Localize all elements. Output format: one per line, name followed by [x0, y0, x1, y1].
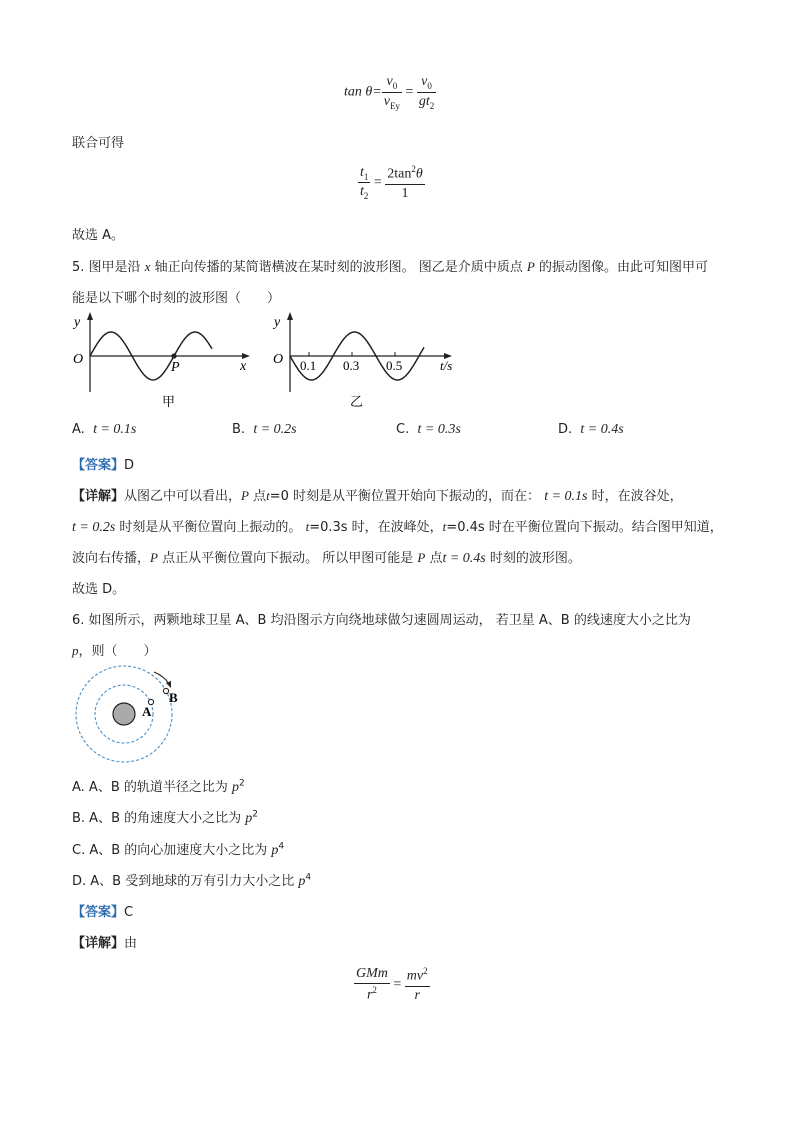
q5-answer-value: D: [124, 458, 135, 473]
eq2-frac-left: [358, 165, 370, 202]
q5-option-c[interactable]: [396, 422, 461, 438]
q5-line1-b: 轴正向传播的某简谐横波在某时刻的波形图。 图乙是介质中质点: [150, 260, 527, 275]
earth-icon: [113, 703, 135, 725]
q5-d2-t4: t: [442, 519, 447, 534]
q5-d1-a: 从图乙中可以看出，: [124, 489, 242, 504]
q5-d3-p2: P: [417, 550, 426, 565]
q5-stem-line2: 能是以下哪个时刻的波形图（ ）: [72, 291, 281, 306]
q5-option-c-value: t = 0.3s: [417, 422, 461, 437]
eq2-rnum-sup: 2: [411, 164, 416, 174]
eq2-num-sub: 1: [363, 171, 369, 182]
eq1-f1-den-sub: Ey: [389, 100, 400, 111]
q5-d3-d: 时刻的波形图。: [485, 551, 581, 566]
fig-yi-tick-label-3: 0.5: [386, 358, 403, 373]
eq3-den-sup: 2: [372, 985, 377, 995]
q5-option-d[interactable]: [558, 422, 624, 438]
q6-option-c-text: C. A、B 的向心加速度大小之比为: [72, 843, 272, 858]
fig-jia-label-o: O: [73, 352, 84, 367]
q5-d1-c: =0 时刻是从平衡位置开始向下振动的，而在：: [269, 489, 541, 504]
eq3-frac-left: [354, 966, 390, 1004]
q6-option-b-text: B. A、B 的角速度大小之比为: [72, 811, 246, 826]
fig-jia-label-y: y: [74, 315, 81, 330]
q5-option-a-letter: A.: [72, 422, 85, 437]
q5-detail-line3: [72, 547, 581, 567]
q6-line2-p: p: [72, 643, 79, 658]
q5-d1-b: 点: [248, 489, 267, 504]
q5-answer-label: 【答案】: [72, 458, 125, 473]
eq1-f2-num: v: [421, 74, 428, 89]
eq3-rnum-sup: 2: [423, 966, 428, 976]
q6-option-c-p: p: [271, 843, 279, 858]
eq2-rnum: 2tan: [387, 166, 412, 182]
fig-yi-tick-label-2: 0.3: [343, 358, 360, 373]
eq1-f1-num-sub: 0: [392, 80, 398, 91]
q5-option-b-value: t = 0.2s: [253, 422, 297, 437]
fig-label-b: B: [169, 690, 178, 705]
eq1-eqsign: =: [405, 84, 414, 100]
q5-detail-line2: [72, 516, 723, 536]
fig-jia-caption: 甲: [162, 394, 176, 409]
eq2-rnum-theta: θ: [415, 166, 423, 182]
eq1-frac1: [382, 74, 402, 111]
q5-option-b-letter: B.: [232, 422, 246, 437]
eq2-den: t: [360, 184, 364, 200]
q6-option-a-p: p: [232, 780, 240, 795]
q5-detail-line1: [72, 485, 683, 505]
q5-d1-t: t = 0.1s: [544, 489, 588, 504]
q5-option-b[interactable]: [232, 422, 297, 438]
q6-option-a[interactable]: [72, 776, 245, 796]
fig-jia-label-p: P: [171, 360, 180, 375]
q6-option-d-text: D. A、B 受到地球的万有引力大小之比: [72, 874, 299, 889]
direction-arrowhead-icon: [166, 681, 171, 688]
q6-option-b-p: p: [245, 811, 253, 826]
q5-stem-line1: [72, 256, 708, 275]
q6-stem-line1: 6. 如图所示，两颗地球卫星 A、B 均沿图示方向绕地球做匀速圆周运动， 若卫星 A、B 的线速度大小之比为: [72, 613, 691, 628]
fig-yi-tick-label-1: 0.1: [300, 358, 317, 373]
q5-d3-a: 波向右传播，: [72, 551, 151, 566]
eq3-rden: r: [414, 987, 420, 1003]
q5-choose: 故选 D。: [72, 582, 126, 597]
eq1-frac2: [417, 74, 436, 111]
q6-option-a-sup: 2: [239, 778, 245, 789]
q5-answer: [72, 454, 134, 473]
satellite-b: [163, 688, 168, 693]
fig-yi-y-arrow: [287, 312, 293, 320]
q5-figure-wave: [70, 310, 260, 410]
q5-option-d-value: t = 0.4s: [580, 422, 624, 437]
q6-option-b-sup: 2: [252, 809, 258, 820]
fig-jia-point-p: [171, 353, 176, 358]
eq3-eqsign: =: [393, 977, 402, 993]
eq1-f2-den-sub: 2: [429, 100, 435, 111]
eq1-f2-num-sub: 0: [427, 80, 432, 91]
q5-line1-a: 5. 图甲是沿: [72, 260, 145, 275]
q6-answer-label: 【答案】: [72, 905, 125, 920]
q5-option-c-letter: C.: [396, 422, 410, 437]
eq1-f2-den: gt: [418, 93, 430, 109]
q6-option-d-p: p: [298, 874, 306, 889]
fig-label-a: A: [142, 704, 152, 719]
q5-d3-b: 点正从平衡位置向下振动。 所以甲图可能是: [157, 551, 418, 566]
q5-option-d-letter: D.: [558, 422, 573, 437]
q6-option-d[interactable]: [72, 870, 311, 890]
fig-yi-label-t: t/s: [440, 358, 453, 373]
q5-d1-t0: t: [266, 488, 270, 503]
q5-option-a[interactable]: [72, 422, 136, 438]
q5-d2-t: t = 0.2s: [72, 520, 116, 535]
q6-option-c[interactable]: [72, 839, 284, 859]
q6-detail-label: 【详解】: [72, 936, 125, 951]
q5-detail-label: 【详解】: [72, 489, 125, 504]
eq3-rnum: mv: [406, 968, 424, 984]
q5-line1-p: P: [526, 259, 535, 274]
eq2-num: t: [360, 164, 364, 180]
q6-figure-orbits: [72, 660, 182, 770]
eq2-rden: 1: [401, 185, 409, 201]
eq1-f1-num: v: [386, 74, 393, 89]
q6-detail: [72, 932, 137, 951]
q6-detail-text: 由: [124, 936, 138, 951]
q5-d2-b: =0.3s 时，在波峰处，: [309, 520, 443, 535]
eq2-den-sub: 2: [363, 191, 369, 202]
eq2-eqsign: =: [373, 175, 382, 191]
q6-option-b[interactable]: [72, 807, 258, 827]
eq3-frac-right: [405, 966, 430, 1004]
equation-tan-theta: [344, 74, 436, 111]
q6-option-a-text: A. A、B 的轨道半径之比为: [72, 780, 233, 795]
fig-yi-label-o: O: [273, 352, 284, 367]
q5-line1-c: 的振动图像。由此可知图甲可: [534, 260, 708, 275]
eq3-den: r: [366, 987, 373, 1003]
q5-d1-d: 时，在波谷处，: [587, 489, 683, 504]
q6-option-d-sup: 4: [305, 872, 312, 883]
q5-d2-a: 时刻是从平衡位置向上振动的。: [115, 520, 306, 535]
equation-t1-t2: [358, 164, 425, 202]
fig-jia-label-x: x: [240, 359, 247, 374]
q5-line1-x: x: [144, 259, 151, 274]
q5-d3-t: t = 0.4s: [442, 551, 486, 566]
text-choose-a: 故选 A。: [72, 228, 125, 243]
q5-figure-vibration: [270, 310, 470, 410]
q6-stem-line2: [72, 640, 157, 659]
q5-d1-p: P: [241, 488, 249, 503]
fig-jia-y-arrow: [87, 312, 93, 320]
q6-option-c-sup: 4: [278, 841, 285, 852]
equation-gravity: [354, 966, 430, 1004]
eq3-num: GMm: [354, 966, 390, 984]
eq1-lhs: tan θ=: [344, 84, 382, 100]
q6-answer: [72, 901, 133, 920]
q5-option-a-value: t = 0.1s: [93, 422, 137, 437]
q5-d2-c: =0.4s 时在平衡位置向下振动。结合图甲知道，: [446, 520, 723, 535]
eq1-f1-den: v: [383, 93, 390, 109]
q5-d3-c: 点: [425, 551, 443, 566]
fig-yi-caption: 乙: [350, 394, 364, 409]
q5-d3-p: P: [150, 550, 158, 565]
q6-answer-value: C: [124, 905, 134, 920]
eq2-frac-right: [385, 164, 425, 202]
q5-d2-t3: t: [305, 519, 310, 534]
fig-yi-label-y: y: [274, 315, 281, 330]
q6-line2-text: ，则（ ）: [78, 644, 157, 659]
text-combine: 联合可得: [72, 136, 125, 151]
